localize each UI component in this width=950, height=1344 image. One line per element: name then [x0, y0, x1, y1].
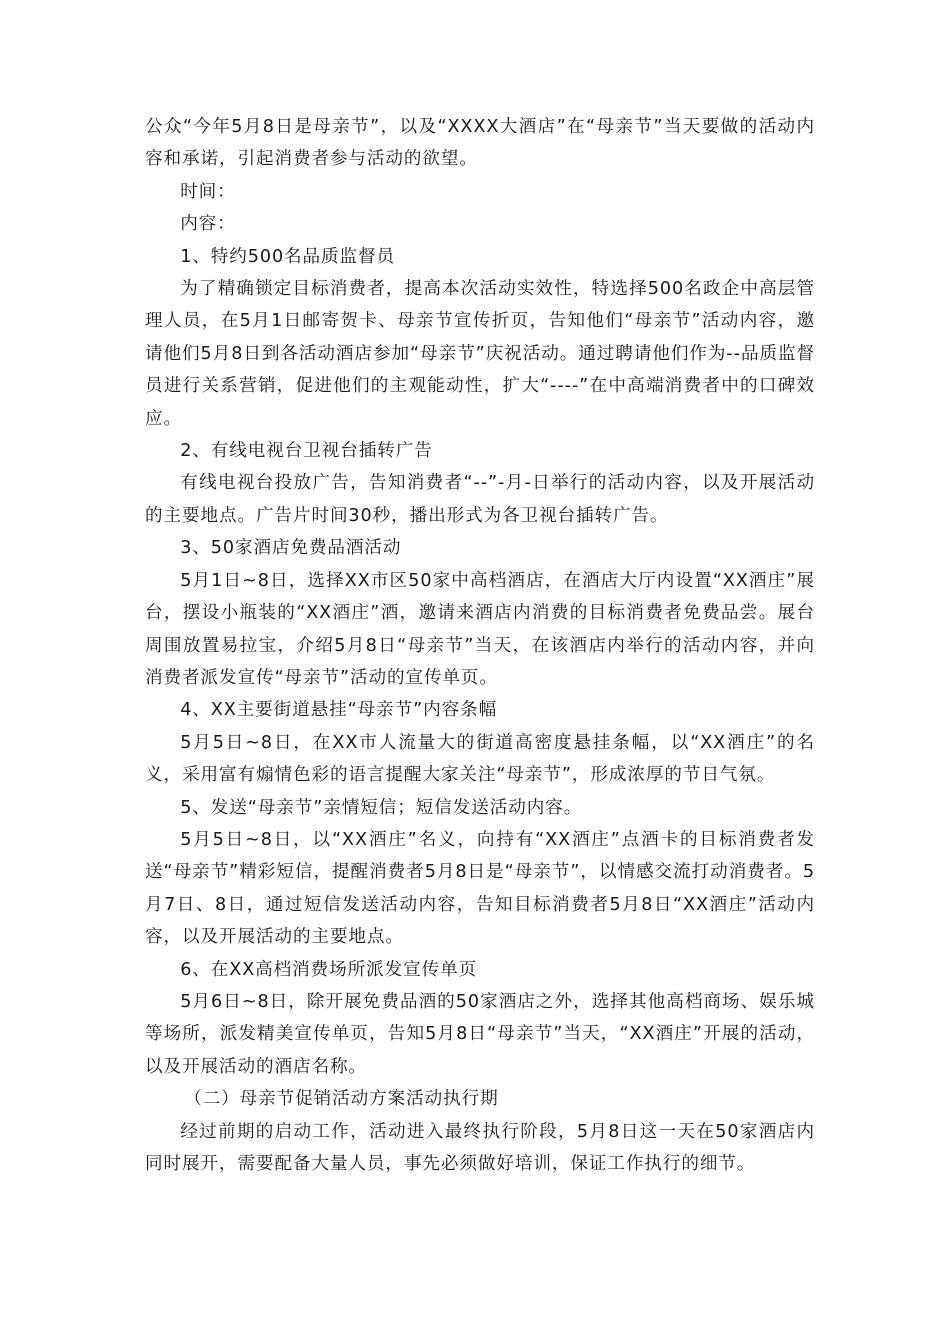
document-body — [145, 111, 815, 1180]
item-body-1: 为了精确锁定目标消费者，提高本次活动实效性，特选择500名政企中高层管理人员，在5月1日邮寄贺卡、母亲节宣传折页，告知他们“母亲节”活动内容，邀请他们5月8日到各活动酒店参加“母亲节”庆祝活动。通过聘请他们作为--品质监督员进行关系营销，促进他们的主观能动性，扩大“----”在中高端消费者中的口碑效应。 — [145, 279, 815, 429]
item-body-4: 5月5日~8日，在XX市人流量大的街道高密度悬挂条幅，以“XX酒庄”的名义，采用富有煽情色彩的语言提醒大家关注“母亲节”，形成浓厚的节日气氛。 — [145, 732, 815, 786]
item-heading-4: 4、XX主要街道悬挂“母亲节”内容条幅 — [180, 700, 498, 721]
item-heading-6: 6、在XX高档消费场所派发宣传单页 — [180, 959, 478, 980]
item-body-2: 有线电视台投放广告，告知消费者“--”-月-日举行的活动内容，以及开展活动的主要地点。广告片时间30秒，播出形式为各卫视台插转广告。 — [145, 473, 815, 526]
time-label: 时间： — [180, 181, 236, 202]
item-body-6: 5月6日~8日，除开展免费品酒的50家酒店之外，选择其他高档商场、娱乐城等场所，派发精美宣传单页，告知5月8日“母亲节”当天，“XX酒庄”开展的活动，以及开展活动的酒店名称。 — [145, 991, 815, 1077]
section-body: 经过前期的启动工作，活动进入最终执行阶段，5月8日这一天在50家酒店内同时展开，需要配备大量人员，事先必须做好培训，保证工作执行的细节。 — [145, 1121, 815, 1174]
section-heading: （二）母亲节促销活动方案活动执行期 — [184, 1089, 499, 1110]
item-heading-5: 5、发送“母亲节”亲情短信；短信发送活动内容。 — [180, 797, 583, 818]
content-label: 内容： — [180, 214, 236, 235]
item-heading-3: 3、50家酒店免费品酒活动 — [180, 538, 402, 559]
item-heading-2: 2、有线电视台卫视台插转广告 — [180, 441, 433, 462]
item-body-3: 5月1日~8日，选择XX市区50家中高档酒店，在酒店大厅内设置“XX酒庄”展台，摆设小瓶装的“XX酒庄”酒，邀请来酒店内消费的目标消费者免费品尝。展台周围放置易拉宝，介绍5月8日“母亲节”当天，在该酒店内举行的活动内容，并向消费者派发宣传“母亲节”活动的宣传单页。 — [145, 570, 815, 688]
item-body-5: 5月5日~8日，以“XX酒庄”名义，向持有“XX酒庄”点酒卡的目标消费者发送“母亲节”精彩短信，提醒消费者5月8日是“母亲节”，以情感交流打动消费者。5月7日、8日，通过短信发送活动内容，告知目标消费者5月8日“XX酒庄”活动内容，以及开展活动的主要地点。 — [145, 829, 815, 948]
paragraph-continuation: 公众“今年5月8日是母亲节”，以及“XXXX大酒店”在“母亲节”当天要做的活动内容和承诺，引起消费者参与活动的欲望。 — [145, 117, 815, 170]
item-heading-1: 1、特约500名品质监督员 — [180, 246, 396, 267]
